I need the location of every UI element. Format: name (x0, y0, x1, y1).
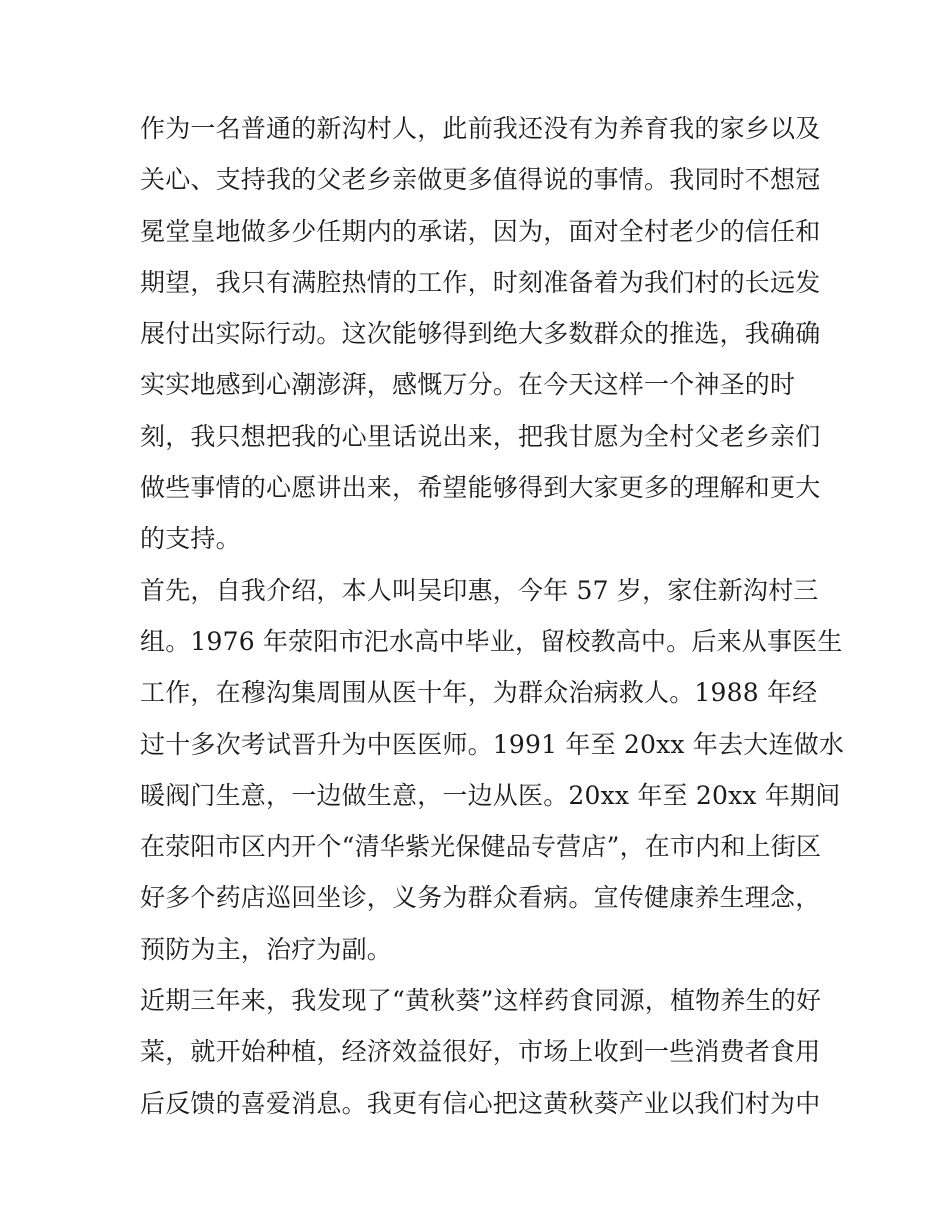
document-body (140, 103, 845, 1129)
text-line: 实实地感到心潮澎湃，感慨万分。在今天这样一个神圣的时 (140, 370, 796, 400)
text-line: 工作，在穆沟集周围从医十年，为群众治病救人。1988 年经 (140, 678, 818, 708)
text-line: 组。1976 年荥阳市汜水高中毕业，留校教高中。后来从事医生 (140, 626, 843, 656)
text-line: 在荥阳市区内开个“清华紫光保健品专营店”，在市内和上街区 (140, 832, 822, 862)
text-line: 展付出实际行动。这次能够得到绝大多数群众的推选，我确确 (140, 319, 821, 349)
text-line: 菜，就开始种植，经济效益很好，市场上收到一些消费者食用 (140, 1037, 821, 1067)
paragraph-3 (140, 975, 822, 1129)
text-line: 做些事情的心愿讲出来，希望能够得到大家更多的理解和更大 (140, 473, 821, 503)
text-line: 首先，自我介绍，本人叫吴印惠，今年 57 岁，家住新沟村三 (140, 575, 819, 605)
text-line: 好多个药店巡回坐诊，义务为群众看病。宣传健康养生理念， (140, 883, 821, 913)
text-line: 作为一名普通的新沟村人，此前我还没有为养育我的家乡以及 (140, 114, 821, 143)
paragraph-1 (140, 103, 821, 565)
text-line: 过十多次考试晋升为中医医师。1991 年至 20xx 年去大连做水 (140, 729, 845, 759)
text-line: 后反馈的喜爱消息。我更有信心把这黄秋葵产业以我们村为中 (140, 1088, 821, 1118)
text-line: 刻，我只想把我的心里话说出来，把我甘愿为全村父老乡亲们 (140, 421, 821, 451)
text-line: 暖阀门生意，一边做生意，一边从医。20xx 年至 20xx 年期间 (140, 780, 841, 810)
text-line: 关心、支持我的父老乡亲做更多值得说的事情。我同时不想冠 (140, 165, 821, 195)
text-line: 冕堂皇地做多少任期内的承诺，因为，面对全村老少的信任和 (140, 216, 821, 246)
text-line: 期望，我只有满腔热情的工作，时刻准备着为我们村的长远发 (140, 267, 821, 297)
text-line: 预防为主，治疗为副。 (140, 934, 393, 964)
text-line: 近期三年来，我发现了“黄秋葵”这样药食同源，植物养生的好 (140, 986, 822, 1016)
text-line: 的支持。 (140, 524, 241, 554)
paragraph-2 (140, 565, 845, 975)
